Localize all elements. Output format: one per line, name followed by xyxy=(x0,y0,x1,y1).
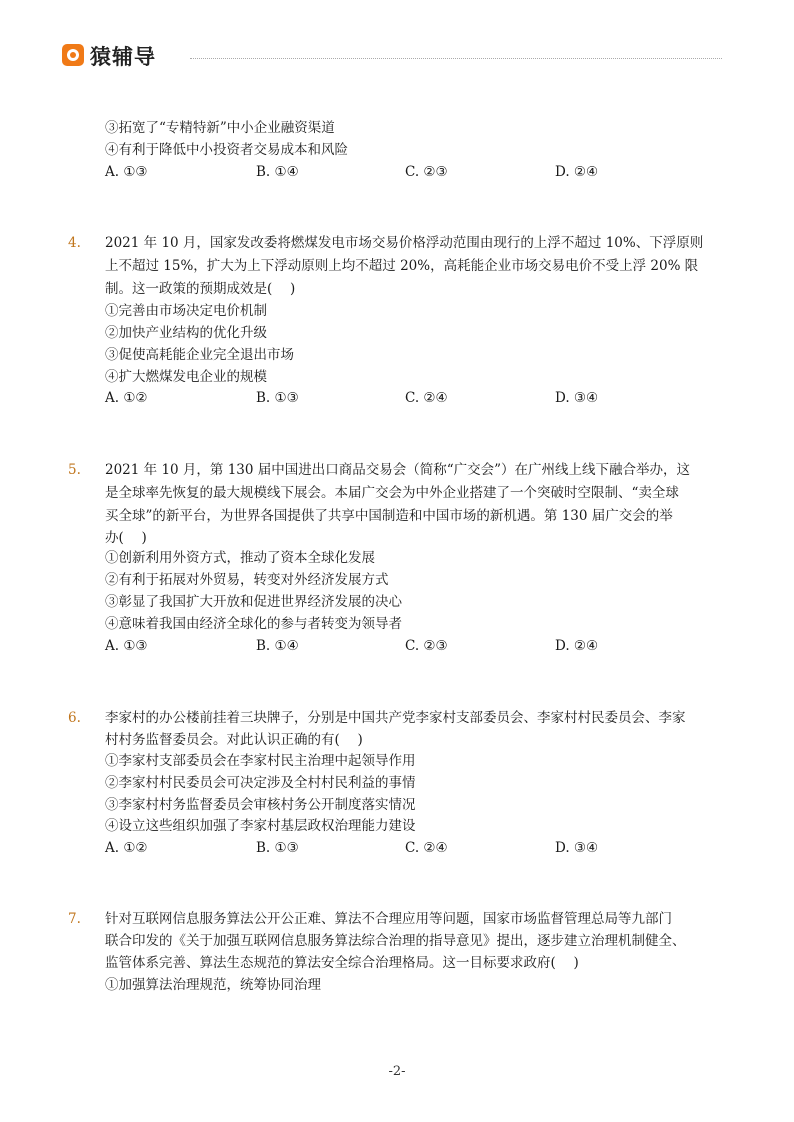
question-stem-line: 村村务监督委员会。对此认识正确的有( ) xyxy=(105,732,363,748)
answer-choice: A. ①② xyxy=(105,840,148,856)
question-stem-line: 办( ) xyxy=(105,530,147,546)
question-stem-line: 李家村的办公楼前挂着三块牌子，分别是中国共产党李家村支部委员会、李家村村民委员会、李家 xyxy=(105,710,686,726)
option-line: ①创新利用外资方式，推动了资本全球化发展 xyxy=(105,550,375,566)
brand-name: 猿辅导 xyxy=(90,45,156,69)
question-stem-line: 针对互联网信息服务算法公开公正难、算法不合理应用等问题，国家市场监督管理总局等九部门 xyxy=(105,911,672,927)
question-stem-line: 买全球”的新平台，为世界各国提供了共享中国制造和中国市场的新机遇。第 130 届广交会的举 xyxy=(105,508,673,524)
answer-choice: A. ①③ xyxy=(105,638,148,654)
answer-choice: B. ①③ xyxy=(256,390,299,406)
question-stem-line: 联合印发的《关于加强互联网信息服务算法综合治理的指导意见》提出，逐步建立治理机制健全、 xyxy=(105,933,686,949)
question-stem-line: 是全球率先恢复的最大规模线下展会。本届广交会为中外企业搭建了一个突破时空限制、“卖全球 xyxy=(105,485,679,501)
answer-choice: A. ①② xyxy=(105,390,148,406)
option-line: ①李家村支部委员会在李家村民主治理中起领导作用 xyxy=(105,753,416,769)
answer-choice: C. ②④ xyxy=(405,390,448,406)
option-line: ②李家村村民委员会可决定涉及全村村民利益的事情 xyxy=(105,775,416,791)
option-line: ③李家村村务监督委员会审核村务公开制度落实情况 xyxy=(105,797,416,813)
option-line: ④有利于降低中小投资者交易成本和风险 xyxy=(105,142,348,158)
question-number: 4. xyxy=(68,235,81,251)
question-number: 5. xyxy=(68,462,81,478)
question-stem-line: 上不超过 15%，扩大为上下浮动原则上均不超过 20%，高耗能企业市场交易电价不受上浮 20% 限 xyxy=(105,258,699,274)
answer-choice: D. ③④ xyxy=(555,390,599,406)
option-line: ④设立这些组织加强了李家村基层政权治理能力建设 xyxy=(105,818,416,834)
answer-choice: C. ②③ xyxy=(405,638,448,654)
option-line: ③促使高耗能企业完全退出市场 xyxy=(105,347,294,363)
question-stem-line: 监管体系完善、算法生态规范的算法安全综合治理格局。这一目标要求政府( ) xyxy=(105,955,579,971)
question-stem-line: 2021 年 10 月，国家发改委将燃煤发电市场交易价格浮动范围由现行的上浮不超过 10%、下浮原则 xyxy=(105,235,704,251)
option-line: ①加强算法治理规范，统筹协同治理 xyxy=(105,977,321,993)
answer-choice: D. ③④ xyxy=(555,840,599,856)
option-line: ④扩大燃煤发电企业的规模 xyxy=(105,369,267,385)
page-header xyxy=(62,44,722,72)
yuanfudao-logo-icon xyxy=(62,44,84,66)
answer-choice: C. ②④ xyxy=(405,840,448,856)
question-stem-line: 制。这一政策的预期成效是( ) xyxy=(105,281,296,297)
option-line: ②有利于拓展对外贸易，转变对外经济发展方式 xyxy=(105,572,389,588)
answer-choice: A. ①③ xyxy=(105,164,148,180)
answer-choice: B. ①④ xyxy=(256,638,299,654)
answer-choice: B. ①③ xyxy=(256,840,299,856)
question-number: 6. xyxy=(68,710,81,726)
question-number: 7. xyxy=(68,911,81,927)
page-number: -2- xyxy=(388,1064,406,1079)
option-line: ④意味着我国由经济全球化的参与者转变为领导者 xyxy=(105,616,402,632)
answer-choice: B. ①④ xyxy=(256,164,299,180)
option-line: ③彰显了我国扩大开放和促进世界经济发展的决心 xyxy=(105,594,402,610)
option-line: ③拓宽了“专精特新”中小企业融资渠道 xyxy=(105,120,335,136)
question-stem-line: 2021 年 10 月，第 130 届中国进出口商品交易会（简称“广交会”）在广州线上线下融合举办，这 xyxy=(105,462,691,478)
header-divider xyxy=(190,58,722,59)
option-line: ①完善由市场决定电价机制 xyxy=(105,303,267,319)
answer-choice: D. ②④ xyxy=(555,164,599,180)
answer-choice: D. ②④ xyxy=(555,638,599,654)
option-line: ②加快产业结构的优化升级 xyxy=(105,325,267,341)
answer-choice: C. ②③ xyxy=(405,164,448,180)
